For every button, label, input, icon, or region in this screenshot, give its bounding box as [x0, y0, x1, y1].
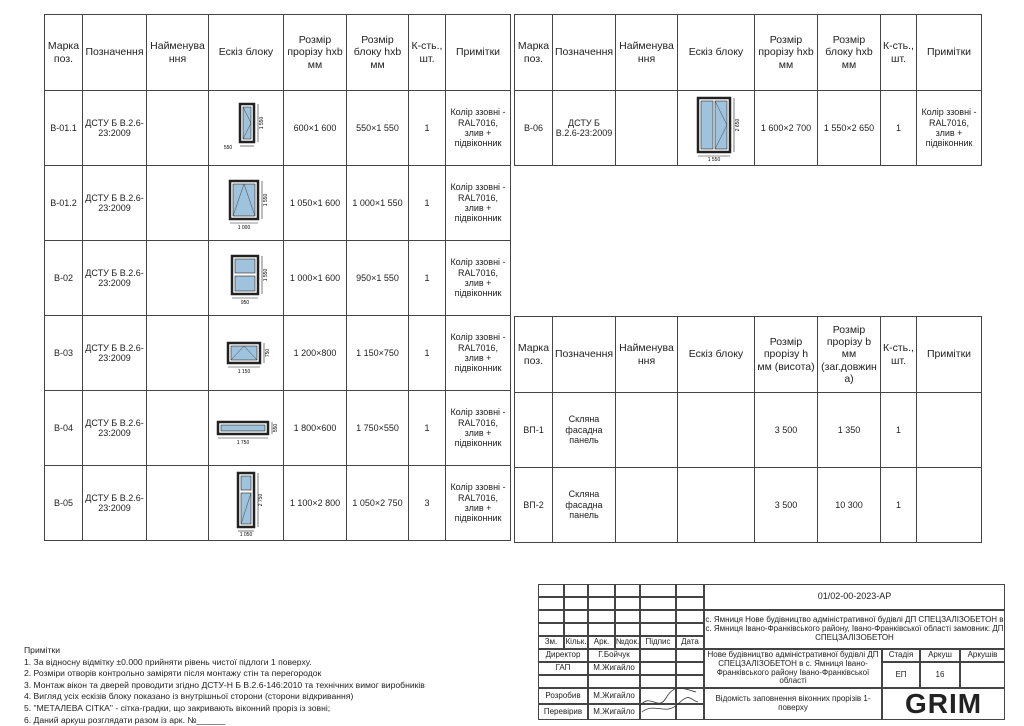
height-cell: 3 500 [755, 393, 818, 468]
name-cell [616, 393, 678, 468]
table-row [515, 468, 982, 543]
header-qty: К-сть., шт. [881, 15, 917, 91]
dim-width: 1 750 [236, 440, 250, 446]
header-block-size: Розмір блоку hxb мм [818, 15, 881, 91]
header-notes: Примітки [446, 15, 511, 91]
block-size-cell: 950×1 550 [347, 241, 409, 316]
grid-cell [615, 610, 640, 623]
grid-cell [588, 610, 615, 623]
door-sketch-icon [216, 469, 276, 537]
header-opening-size: Розмір прорізу hxb мм [755, 15, 818, 91]
header-qty: К-сть., шт. [881, 317, 917, 393]
grid-cell [588, 597, 615, 610]
notes-cell: Колір ззовні - RAL7016, злив + підвіконник [446, 466, 511, 541]
length-cell: 1 350 [818, 393, 881, 468]
grid-cell [640, 584, 676, 597]
stage-value: ЕП [882, 662, 920, 688]
grid-cell [676, 662, 704, 675]
col-header-date: Дата [676, 636, 704, 649]
role-developer: Розробив [538, 688, 588, 704]
block-size-cell: 1 750×550 [347, 391, 409, 466]
title-block [538, 584, 1005, 720]
col-header-ndok: №док. [615, 636, 640, 649]
opening-size-cell: 1 800×600 [284, 391, 347, 466]
col-header-signature: Підпис [640, 636, 676, 649]
header-name: Найменува ння [147, 15, 209, 91]
qty-cell: 1 [409, 241, 446, 316]
col-header-zm: Зм. [538, 636, 564, 649]
height-cell: 3 500 [755, 468, 818, 543]
mark-cell: В-03 [45, 316, 83, 391]
grid-cell [640, 649, 676, 662]
note-item: 6. Даний аркуш розглядати разом із арк. №______ [24, 714, 226, 725]
grid-cell [676, 610, 704, 623]
opening-size-cell: 600×1 600 [284, 91, 347, 166]
designation-cell: ДСТУ Б В.2.6-23:2009 [553, 91, 616, 166]
stage-label: Стадія [882, 649, 920, 662]
sketch-cell [678, 468, 755, 543]
grid-cell [676, 597, 704, 610]
header-opening-height: Розмір прорізу h мм (висота) [755, 317, 818, 393]
role-developer-name: М.Жигайло [588, 688, 640, 704]
role-director: Директор [538, 649, 588, 662]
grid-cell [588, 623, 615, 636]
notes-cell: Колір ззовні - RAL7016, злив + підвіконник [446, 241, 511, 316]
opening-size-cell: 1 600×2 700 [755, 91, 818, 166]
notes-cell: Колір ззовні - RAL7016, злив + підвіконник [446, 166, 511, 241]
dim-width: 950 [240, 300, 250, 306]
table-row [45, 241, 511, 316]
grid-cell [564, 610, 588, 623]
grid-cell [564, 597, 588, 610]
table-row [515, 91, 982, 166]
grid-cell [676, 584, 704, 597]
qty-cell: 1 [409, 316, 446, 391]
dim-width: 1 550 [707, 157, 721, 162]
opening-size-cell: 1 200×800 [284, 316, 347, 391]
sketch-cell [209, 91, 284, 166]
mark-cell: ВП-1 [515, 393, 553, 468]
dim-width: 1 050 [239, 532, 253, 537]
sketch-cell [209, 316, 284, 391]
opening-size-cell: 1 100×2 800 [284, 466, 347, 541]
grid-cell [640, 597, 676, 610]
grid-cell [676, 623, 704, 636]
window-sketch-icon [216, 98, 276, 158]
dim-height: 550 [273, 423, 279, 433]
qty-cell: 3 [409, 466, 446, 541]
mark-cell: В-05 [45, 466, 83, 541]
grid-cell [564, 584, 588, 597]
grid-cell [538, 597, 564, 610]
sketch-cell [209, 466, 284, 541]
dim-height: 1 550 [263, 193, 269, 207]
header-name: Найменува ння [616, 15, 678, 91]
dim-height: 750 [265, 348, 271, 358]
designation-cell: ДСТУ Б В.2.6-23:2009 [83, 241, 147, 316]
header-designation: Позначення [83, 15, 147, 91]
door-sketch-icon [684, 94, 748, 162]
dim-width: 1 150 [237, 369, 251, 375]
window-sketch-icon [216, 323, 276, 383]
building-description: Нове будівництво адміністративної будівлі ДП СПЕЦЗАЛІЗОБЕТОН в с. Ямниця Івано-Франківського району Івано-Франківської області [704, 649, 882, 688]
window-sketch-icon [212, 398, 280, 458]
opening-size-cell: 1 050×1 600 [284, 166, 347, 241]
table-row [45, 316, 511, 391]
designation-cell: ДСТУ Б В.2.6-23:2009 [83, 166, 147, 241]
mark-cell: В-01.2 [45, 166, 83, 241]
notes-cell: Колір ззовні - RAL7016, злив + підвіконник [446, 391, 511, 466]
dim-height: 1 550 [259, 116, 265, 130]
table-row [45, 391, 511, 466]
notes-cell: Колір ззовні - RAL7016, злив + підвіконник [917, 91, 982, 166]
sheets-value [960, 662, 1005, 688]
header-name: Найменува ння [616, 317, 678, 393]
role-director-name: Г.Бойчук [588, 649, 640, 662]
designation-cell: ДСТУ Б В.2.6-23:2009 [83, 391, 147, 466]
name-cell [147, 466, 209, 541]
header-sketch: Ескіз блоку [209, 15, 284, 91]
col-header-ark: Арк. [588, 636, 615, 649]
grid-cell [564, 623, 588, 636]
mark-cell: В-01.1 [45, 91, 83, 166]
qty-cell: 1 [409, 391, 446, 466]
grid-cell [676, 649, 704, 662]
company-logo: GRIM [882, 688, 1005, 720]
sheet-value: 16 [920, 662, 960, 688]
col-header-kilk: Кільк. [564, 636, 588, 649]
grid-cell [640, 610, 676, 623]
grid-cell [538, 623, 564, 636]
designation-cell: Скляна фасадна панель [553, 468, 616, 543]
block-size-cell: 1 000×1 550 [347, 166, 409, 241]
grid-cell [615, 597, 640, 610]
table-row [45, 91, 511, 166]
window-sketch-icon [216, 173, 276, 233]
qty-cell: 1 [409, 166, 446, 241]
note-item: 5. "МЕТАЛЕВА СІТКА" - сітка-градки, що закривають віконний проріз із зовні; [24, 702, 331, 713]
window-sketch-icon [216, 248, 276, 308]
name-cell [147, 241, 209, 316]
block-size-cell: 1 050×2 750 [347, 466, 409, 541]
block-size-cell: 550×1 550 [347, 91, 409, 166]
grid-cell [538, 584, 564, 597]
header-notes: Примітки [917, 317, 982, 393]
table-row [45, 466, 511, 541]
sketch-cell [209, 241, 284, 316]
header-mark: Марка поз. [515, 15, 553, 91]
sketch-cell [209, 391, 284, 466]
note-item: 3. Монтаж вікон та дверей проводити згідно ДСТУ-Н Б В.2.6-146:2010 та технічних вимог виробників [24, 679, 425, 690]
name-cell [147, 91, 209, 166]
qty-cell: 1 [409, 91, 446, 166]
header-mark: Марка поз. [45, 15, 83, 91]
dim-height: 2 650 [735, 118, 741, 132]
door-schedule-table [514, 14, 982, 166]
signature-scribble [636, 682, 700, 718]
notes-cell: Колір ззовні - RAL7016, злив + підвіконник [446, 91, 511, 166]
qty-cell: 1 [881, 91, 917, 166]
block-size-cell: 1 550×2 650 [818, 91, 881, 166]
length-cell: 10 300 [818, 468, 881, 543]
mark-cell: В-02 [45, 241, 83, 316]
dim-width: 1 000 [237, 225, 251, 231]
header-designation: Позначення [553, 317, 616, 393]
mark-cell: ВП-2 [515, 468, 553, 543]
note-item: 1. За відносну відмітку ±0.000 прийняти рівень чистої підлоги 1 поверху. [24, 656, 312, 667]
header-block-size: Розмір блоку hxb мм [347, 15, 409, 91]
mark-cell: В-06 [515, 91, 553, 166]
designation-cell: ДСТУ Б В.2.6-23:2009 [83, 91, 147, 166]
note-item: 4. Вигляд усіх ескізів блоку показано із внутрішньої сторони (сторони відкривання) [24, 691, 354, 702]
header-sketch: Ескіз блоку [678, 15, 755, 91]
role-checker: Перевірив [538, 704, 588, 720]
block-size-cell: 1 150×750 [347, 316, 409, 391]
notes-block [24, 645, 425, 726]
sketch-cell [678, 91, 755, 166]
grid-cell [538, 675, 588, 688]
dim-width: 550 [223, 145, 233, 151]
note-item: 2. Розміри отворів контрольно заміряти після монтажу стін та перегородок [24, 668, 322, 679]
sheets-label: Аркушів [960, 649, 1005, 662]
grid-cell [538, 610, 564, 623]
header-opening-length: Розмір прорізу b мм (заг.довжин а) [818, 317, 881, 393]
project-code: 01/02-00-2023-АР [704, 584, 1005, 610]
name-cell [147, 391, 209, 466]
notes-cell [917, 468, 982, 543]
grid-cell [615, 623, 640, 636]
table-row [515, 393, 982, 468]
grid-cell [588, 675, 640, 688]
grid-cell [640, 623, 676, 636]
notes-cell: Колір ззовні - RAL7016, злив + підвіконник [446, 316, 511, 391]
role-gap: ГАП [538, 662, 588, 675]
header-notes: Примітки [917, 15, 982, 91]
notes-cell [917, 393, 982, 468]
designation-cell: Скляна фасадна панель [553, 393, 616, 468]
dim-height: 2 750 [258, 493, 264, 507]
designation-cell: ДСТУ Б В.2.6-23:2009 [83, 316, 147, 391]
dim-height: 1 550 [263, 268, 269, 282]
header-sketch: Ескіз блоку [678, 317, 755, 393]
header-qty: К-сть., шт. [409, 15, 446, 91]
designation-cell: ДСТУ Б В.2.6-23:2009 [83, 466, 147, 541]
role-gap-name: М.Жигайло [588, 662, 640, 675]
grid-cell [588, 584, 615, 597]
grid-cell [640, 662, 676, 675]
sheet-title: Відомість заповнення віконних прорізів 1-поверху [704, 688, 882, 720]
name-cell [147, 316, 209, 391]
project-description: с. Ямниця Нове будівництво адміністративної будівлі ДП СПЕЦЗАЛІЗОБЕТОН в с. Ямниця Івано-Франківського району, Івано-Франківської області замовник: ДП СПЕЦЗАЛІЗОБЕТОН [704, 610, 1005, 649]
notes-title: Примітки [24, 645, 61, 655]
header-designation: Позначення [553, 15, 616, 91]
header-opening-size: Розмір прорізу hxb мм [284, 15, 347, 91]
sketch-cell [678, 393, 755, 468]
table-row [45, 166, 511, 241]
grid-cell [615, 584, 640, 597]
glass-panel-table [514, 316, 982, 543]
sheet-label: Аркуш [920, 649, 960, 662]
sketch-cell [209, 166, 284, 241]
role-checker-name: М.Жигайло [588, 704, 640, 720]
opening-size-cell: 1 000×1 600 [284, 241, 347, 316]
name-cell [616, 91, 678, 166]
qty-cell: 1 [881, 468, 917, 543]
qty-cell: 1 [881, 393, 917, 468]
header-mark: Марка поз. [515, 317, 553, 393]
name-cell [147, 166, 209, 241]
window-schedule-table [44, 14, 511, 541]
mark-cell: В-04 [45, 391, 83, 466]
name-cell [616, 468, 678, 543]
